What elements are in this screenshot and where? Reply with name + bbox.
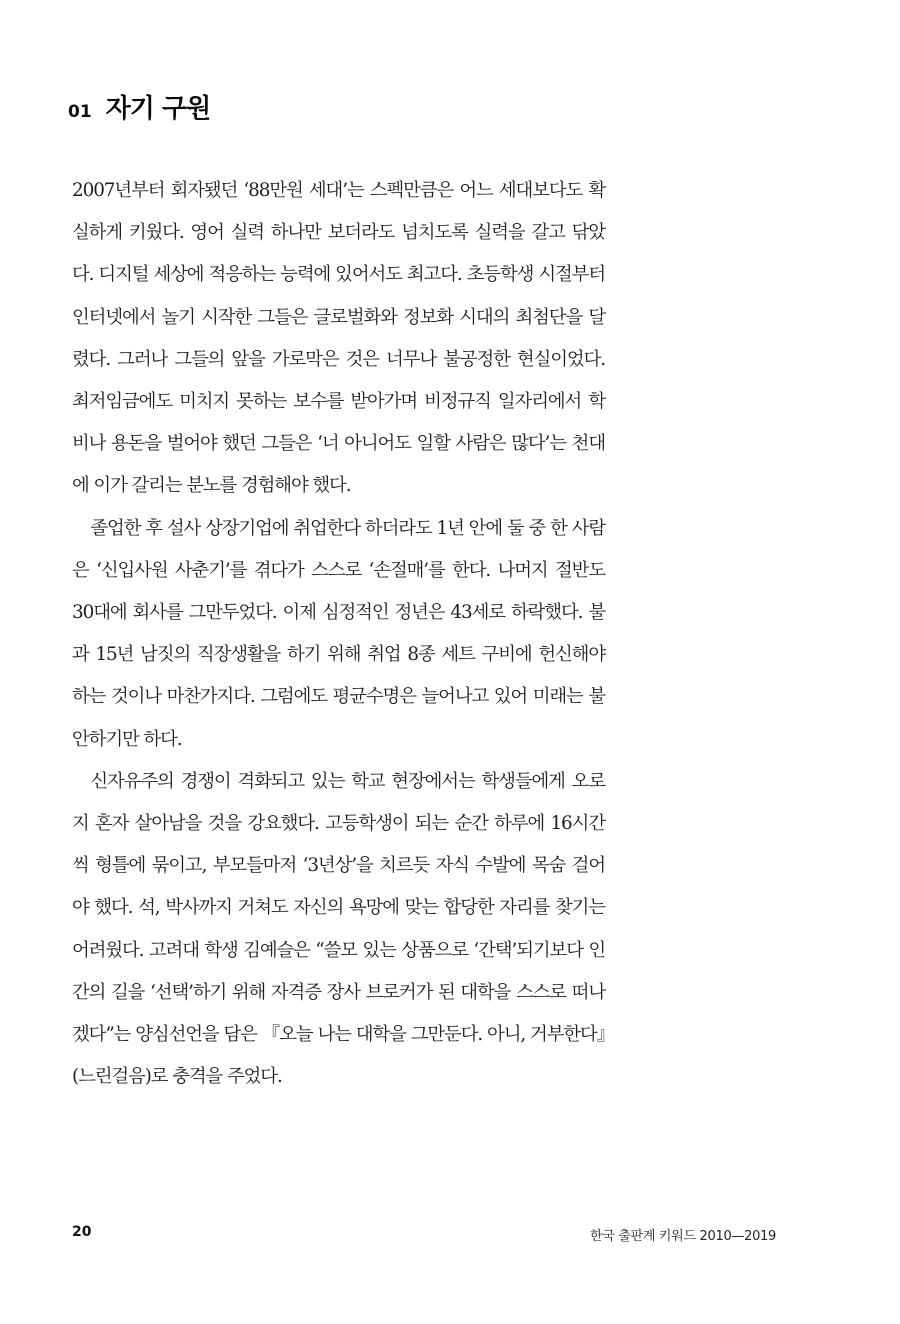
section-title: 자기 구원: [105, 94, 211, 124]
page-number: 20: [72, 1224, 92, 1240]
section-header: [68, 88, 210, 125]
paragraph-1: 2007년부터 회자됐던 ‘88만원 세대’는 스펙만큼은 어느 세대보다도 확실하게 키웠다. 영어 실력 하나만 보더라도 넘치도록 실력을 갈고 닦았다. 디지털 세상에 적응하는 능력에 있어서도 최고다. 초등학생 시절부터 인터넷에서 놀기 시작한 그들은 글로벌화와 정보화 시대의 최첨단을 달렸다. 그러나 그들의 앞을 가로막은 것은 너무나 불공정한 현실이었다. 최저임금에도 미치지 못하는 보수를 받아가며 비정규직 일자리에서 학비나 용돈을 벌어야 했던 그들은 ‘너 아니어도 일할 사람은 많다’는 천대에 이가 갈리는 분노를 경험해야 했다.: [72, 180, 605, 497]
running-footer-title: 한국 출판계 키워드 2010—2019: [589, 1229, 776, 1244]
section-number: 01: [68, 102, 92, 122]
paragraph-3: 신자유주의 경쟁이 격화되고 있는 학교 현장에서는 학생들에게 오로지 혼자 살아남을 것을 강요했다. 고등학생이 되는 순간 하루에 16시간씩 형틀에 묶이고, 부모들마저 ‘3년상’을 치르듯 자식 수발에 목숨 걸어야 했다. 석, 박사까지 거쳐도 자신의 욕망에 맞는 합당한 자리를 찾기는 어려웠다. 고려대 학생 김예슬은 “쓸모 있는 상품으로 ‘간택’되기보다 인간의 길을 ‘선택’하기 위해 자격증 장사 브로커가 된 대학을 스스로 떠나겠다”는 양심선언을 담은 『오늘 나는 대학을 그만둔다. 아니, 거부한다』(느린걸음)로 충격을 주었다.: [72, 770, 605, 1088]
paragraph-2: 졸업한 후 설사 상장기업에 취업한다 하더라도 1년 안에 둘 중 한 사람은 ‘신입사원 사춘기’를 겪다가 스스로 ‘손절매’를 한다. 나머지 절반도 30대에 회사를 그만두었다. 이제 심정적인 정년은 43세로 하락했다. 불과 15년 남짓의 직장생활을 하기 위해 취업 8종 세트 구비에 헌신해야 하는 것이나 마찬가지다. 그럼에도 평균수명은 늘어나고 있어 미래는 불안하기만 하다.: [72, 517, 605, 750]
body-text: [72, 170, 605, 1098]
